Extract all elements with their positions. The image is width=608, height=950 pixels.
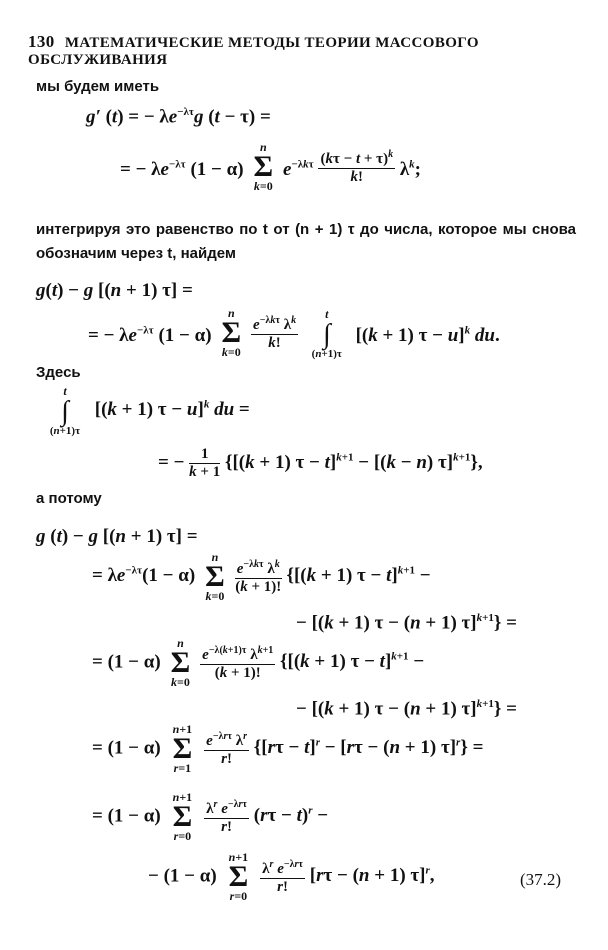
page-number: 130 — [28, 32, 55, 51]
equation-line-1: g′ (t) = − $\lambda e^{-\lambda\tau}g$ (t − τ) = — [86, 106, 271, 128]
equation-line-2: = − $\lambda e^{-\lambda\tau}$ (1 − α) n Σ k=0 $e^{-\lambda k\tau}$ $\frac{(k\tau - t + \tau)^k}{k!}$ $\lambda^k$; — [120, 140, 421, 193]
equation-number: (37.2) — [520, 870, 562, 889]
equation-line-12: = (1 − α) n+1 Σ r=1 $e^{-\lambda r\tau}$ $\lambda^r$ r! $\{[r\tau - t]^r - [r\tau - (n + 1) \tau]^r\}$ = — [92, 722, 484, 775]
equation-line-10: = (1 − α) n Σ k=0 $\frac{e^{-\lambda(k+1)\tau} \lambda^{k+1}}{(k + 1)!}$ {[(k + 1) τ − t]$^{k+1}$ − — [92, 636, 425, 689]
equation-line-8: = $\lambda e^{-\lambda\tau}(1 - \alpha)$ n Σ k=0 $e^{-\lambda k\tau}$ $\lambda^k$ (k + 1)! {[(k + 1) τ − t]$^{k+1}$ − — [92, 550, 431, 603]
equation-line-3: g(t) − g [(n + 1) τ] = — [36, 280, 193, 301]
equation-line-4: = − $\lambda e^{-\lambda\tau}$ (1 − α) n Σ k=0 $e^{-\lambda k\tau}$ $\lambda^k$ k! t ∫ (n+1)τ [(k + 1) τ − u]$^k$ du. — [88, 306, 500, 360]
equation-line-5: t ∫ (n+1)τ [(k + 1) τ − u]$^k$ du = — [49, 384, 250, 437]
running-title: МАТЕМАТИЧЕСКИЕ МЕТОДЫ ТЕОРИИ МАССОВОГО ОБСЛУЖИВАНИЯ — [28, 35, 479, 68]
equation-line-6: = − $\frac{1}{k + 1}$ {[(k + 1) τ − t]$^{k+1}$ − [(k − n) τ]$^{k+1}$}, — [158, 446, 483, 480]
equation-line-13: = (1 − α) n+1 Σ r=0 $\lambda^r$ $e^{-\lambda r\tau}$ r! $(r\tau - t)^r$ − — [92, 790, 329, 843]
text-line-1: мы будем иметь — [36, 78, 160, 95]
equation-line-9: − [(k + 1) τ − (n + 1) τ]$^{k+1}$} = — [296, 612, 517, 634]
equation-line-14: − (1 − α) n+1 Σ r=0 $\lambda^r$ $e^{-\lambda r\tau}$ r! [rτ − (n + 1) τ]$^r$, — [148, 850, 435, 903]
equation-line-11: − [(k + 1) τ − (n + 1) τ]$^{k+1}$} = — [296, 698, 517, 720]
text-line-3: Здесь — [36, 364, 81, 381]
text-line-4: а потому — [36, 490, 102, 507]
equation-line-7: g (t) − g [(n + 1) τ] = — [36, 526, 198, 547]
text-paragraph-2: интегрируя это равенство по t от (n + 1) τ до числа, которое мы снова обозначим через t, найдем — [36, 221, 576, 262]
running-header — [28, 32, 588, 69]
